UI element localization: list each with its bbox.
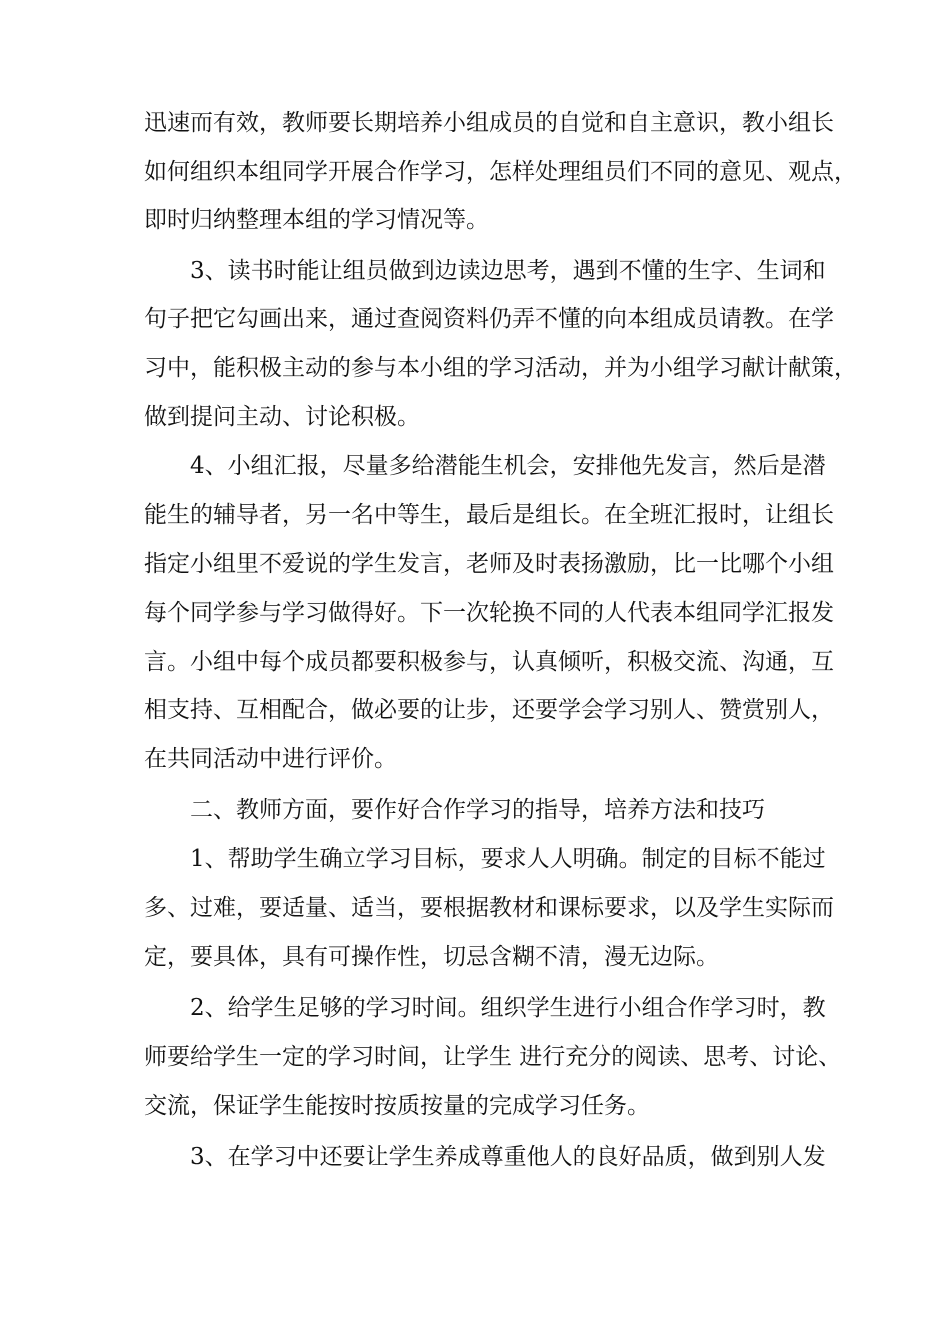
text-line-12: 言。小组中每个成员都要积极参与，认真倾听，积极交流、沟通，互 xyxy=(144,649,834,675)
text-line-22: 3、在学习中还要让学生养成尊重他人的良好品质，做到别人发 xyxy=(190,1144,826,1170)
text-line-11: 每个同学参与学习做得好。下一次轮换不同的人代表本组同学汇报发 xyxy=(144,600,834,626)
text-line-17: 多、过难，要适量、适当，要根据教材和课标要求，以及学生实际而 xyxy=(144,895,834,921)
text-line-21: 交流，保证学生能按时按质按量的完成学习任务。 xyxy=(144,1093,650,1119)
text-line-16: 1、帮助学生确立学习目标，要求人人明确。制定的目标不能过 xyxy=(190,846,826,872)
text-line-4: 3、读书时能让组员做到边读边思考，遇到不懂的生字、生词和 xyxy=(190,258,826,284)
text-line-3: 即时归纳整理本组的学习情况等。 xyxy=(144,207,489,233)
text-line-18: 定，要具体，具有可操作性，切忌含糊不清，漫无边际。 xyxy=(144,944,719,970)
text-line-8: 4、小组汇报，尽量多给潜能生机会，安排他先发言，然后是潜 xyxy=(190,453,826,479)
text-line-19: 2、给学生足够的学习时间。组织学生进行小组合作学习时，教 xyxy=(190,995,826,1021)
text-line-10: 指定小组里不爱说的学生发言，老师及时表扬激励，比一比哪个小组 xyxy=(144,551,834,577)
text-line-6: 习中，能积极主动的参与本小组的学习活动，并为小组学习献计献策， xyxy=(144,355,857,381)
text-line-7: 做到提问主动、讨论积极。 xyxy=(144,404,420,430)
text-line-20: 师要给学生一定的学习时间，让学生 进行充分的阅读、思考、讨论、 xyxy=(144,1044,842,1070)
text-line-1: 迅速而有效，教师要长期培养小组成员的自觉和自主意识，教小组长 xyxy=(144,110,834,136)
text-line-2: 如何组织本组同学开展合作学习，怎样处理组员们不同的意见、观点， xyxy=(144,159,857,185)
text-line-9: 能生的辅导者，另一名中等生，最后是组长。在全班汇报时，让组长 xyxy=(144,502,834,528)
section-heading: 二、教师方面，要作好合作学习的指导，培养方法和技巧 xyxy=(190,797,765,823)
text-line-5: 句子把它勾画出来，通过查阅资料仍弄不懂的向本组成员请教。在学 xyxy=(144,306,834,332)
text-line-13: 相支持、互相配合，做必要的让步，还要学会学习别人、赞赏别人， xyxy=(144,697,834,723)
text-line-14: 在共同活动中进行评价。 xyxy=(144,746,397,772)
